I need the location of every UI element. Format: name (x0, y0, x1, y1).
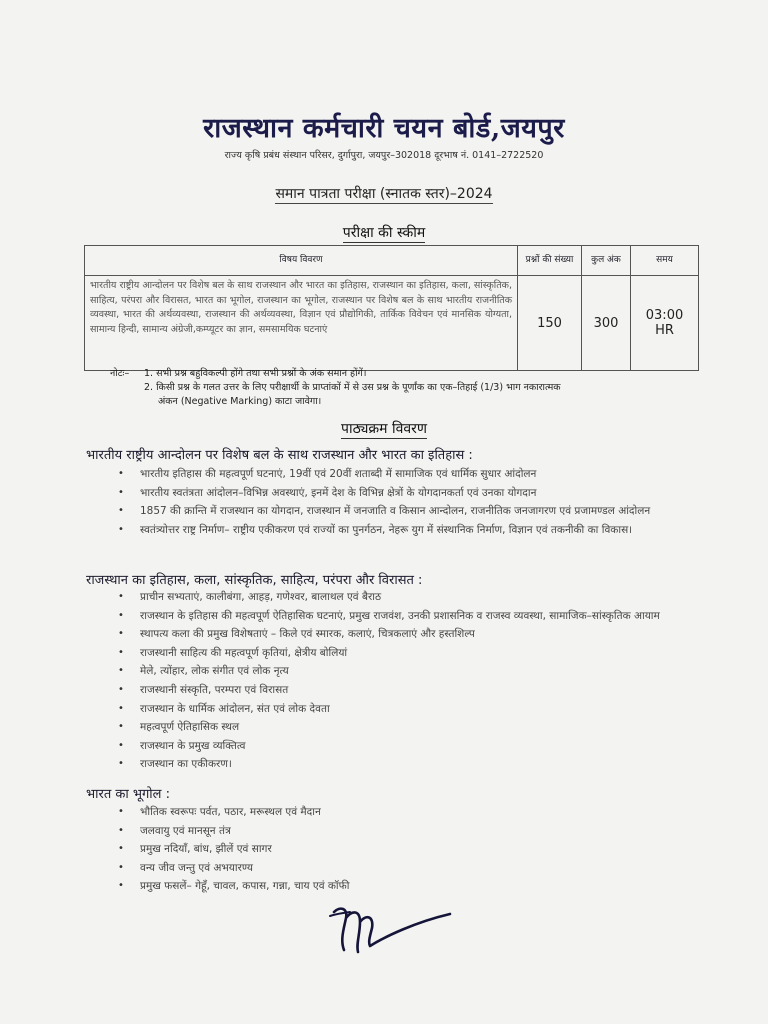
exam-title (0, 183, 768, 203)
bullet-icon: • (118, 468, 124, 479)
bullet-icon: • (118, 758, 124, 770)
note-item (110, 367, 710, 381)
syllabus-heading (0, 418, 768, 438)
list-item: • प्रमुख फसलें– गेहूँ, चावल, कपास, गन्ना, चाय एवं कॉफी (118, 880, 350, 893)
bullet-icon: • (118, 861, 124, 873)
list-item: • वन्य जीव जन्तु एवं अभयारण्य (118, 861, 253, 874)
column-header-subject: विषय विवरण (85, 246, 518, 276)
section-title-history: भारतीय राष्ट्रीय आन्दोलन पर विशेष बल के साथ राजस्थान और भारत का इतिहास : (86, 448, 473, 463)
bullet-icon: • (118, 646, 124, 658)
column-header-questions: प्रश्नों की संख्या (518, 246, 582, 276)
bullet-icon: • (118, 843, 124, 855)
bullet-icon: • (118, 702, 124, 714)
list-item: • मेले, त्योंहार, लोक संगीत एवं लोक नृत्य (118, 665, 289, 678)
bullet-icon: • (118, 806, 124, 817)
document-header (0, 112, 768, 163)
bullet-icon: • (118, 523, 124, 535)
section-title-geography: भारत का भूगोल : (86, 787, 170, 802)
organization-address: राज्य कृषि प्रबंध संस्थान परिसर, दुर्गापुरा, जयपुर–302018 दूरभाष नं. 0141–2722520 (224, 150, 544, 161)
list-item: • महत्वपूर्ण ऐतिहासिक स्थल (118, 721, 240, 734)
topic-list-geography (116, 804, 691, 897)
note-text: अंकन (Negative Marking) काटा जावेगा। (158, 396, 322, 407)
bullet-icon: • (118, 721, 124, 733)
list-item: • भारतीय इतिहास की महत्वपूर्ण घटनाएं, 19वीं एवं 20वीं शताब्दी में सामाजिक एवं धार्मिक सुधार आंदोलन (118, 468, 537, 480)
table-header-row (85, 246, 699, 276)
bullet-icon: • (118, 824, 124, 836)
list-item: • राजस्थान के प्रमुख व्यक्तित्व (118, 739, 246, 752)
note-item (110, 381, 710, 395)
topic-list-history (116, 466, 691, 540)
bullet-icon: • (118, 609, 124, 621)
bullet-icon: • (118, 505, 124, 517)
table-row (85, 276, 699, 371)
notes-label: नोटः– (110, 368, 130, 379)
notes-block (110, 367, 710, 409)
exam-scheme-table (84, 245, 699, 371)
questions-cell: 150 (518, 276, 582, 371)
list-item: • स्वतंत्र्योत्तर राष्ट्र निर्माण– राष्ट्रीय एकीकरण एवं राज्यों का पुनर्गठन, नेहरू युग में संस्थानिक निर्माण, विज्ञान एवं तकनीकी का विकास। (118, 523, 633, 536)
topic-list-rajasthan (116, 589, 691, 775)
bullet-icon: • (118, 628, 124, 640)
bullet-icon: • (118, 683, 124, 695)
list-item: • प्रमुख नदियाँ, बांध, झीलें एवं सागर (118, 843, 272, 856)
list-item: • राजस्थान का एकीकरण। (118, 758, 232, 771)
list-item: • राजस्थान के धार्मिक आंदोलन, संत एवं लोक देवता (118, 702, 330, 715)
list-item: • 1857 की क्रान्ति में राजस्थान का योगदान, राजस्थान में जनजाति व किसान आन्दोलन, राजनीतिक जनजागरण एवं प्रजामण्डल आंदोलन (118, 505, 651, 518)
column-header-marks: कुल अंक (582, 246, 631, 276)
note-text: 2. किसी प्रश्न के गलत उत्तर के लिए परीक्षार्थी के प्राप्तांकों में से उस प्रश्न के पूर्णांक का एक–तिहाई (1/3) भाग नकारात्मक (144, 382, 561, 393)
bullet-icon: • (118, 665, 124, 677)
bullet-icon: • (118, 591, 124, 602)
bullet-icon: • (118, 486, 124, 498)
marks-cell: 300 (582, 276, 631, 371)
list-item: • राजस्थानी संस्कृति, परम्परा एवं विरासत (118, 683, 289, 696)
bullet-icon: • (118, 739, 124, 751)
scheme-heading-text: परीक्षा की स्कीम (342, 225, 426, 241)
list-item: • स्थापत्य कला की प्रमुख विशेषताएं – किले एवं स्मारक, कलाएं, चित्रकलाएं और हस्तशिल्प (118, 628, 475, 641)
syllabus-heading-text: पाठ्यक्रम विवरण (341, 421, 427, 437)
signature-icon (326, 900, 456, 960)
time-cell: 03:00 HR (631, 276, 699, 371)
organization-title: राजस्थान कर्मचारी चयन बोर्ड,जयपुर (203, 113, 565, 144)
column-header-time: समय (631, 246, 699, 276)
list-item: • राजस्थान के इतिहास की महत्वपूर्ण ऐतिहासिक घटनाएं, प्रमुख राजवंश, उनकी प्रशासनिक व राजस्व व्यवस्था, सामाजिक–सांस्कृतिक आयाम (118, 609, 660, 622)
list-item: • राजस्थानी साहित्य की महत्वपूर्ण कृतियां, क्षेत्रीय बोलियां (118, 646, 348, 659)
list-item: • जलवायु एवं मानसून तंत्र (118, 824, 231, 837)
note-item (110, 395, 710, 409)
list-item: • भौतिक स्वरूपः पर्वत, पठार, मरूस्थल एवं मैदान (118, 806, 321, 818)
note-text: 1. सभी प्रश्न बहुविकल्पी होंगे तथा सभी प्रश्नों के अंक समान होंगें। (144, 368, 367, 379)
section-title-rajasthan: राजस्थान का इतिहास, कला, सांस्कृतिक, साहित्य, परंपरा और विरासत : (86, 573, 423, 588)
list-item: • भारतीय स्वतंत्रता आंदोलन–विभिन्न अवस्थाएं, इनमें देश के विभिन्न क्षेत्रों के योगदानकर्ता एवं उनका योगदान (118, 486, 537, 499)
subjects-cell: भारतीय राष्ट्रीय आन्दोलन पर विशेष बल के साथ राजस्थान और भारत का इतिहास, राजस्थान का इतिहास, कला, सांस्कृतिक, साहित्य, परंपरा और विरासत, भारत का भूगोल, राजस्थान का भूगोल, राजस्थान पर विशेष बल के साथ भारतीय राजनीतिक व्यवस्था, भारत की अर्थव्यवस्था, राजस्थान की अर्थव्यवस्था, विज्ञान एवं प्रौद्योगिकी, तार्किक विवेचन एवं मानसिक योग्यता, सामान्य हिन्दी, सामान्य अंग्रेजी,कम्प्यूटर का ज्ञान, समसामयिक घटनाएं (85, 276, 518, 371)
list-item: • प्राचीन सभ्यताएं, कालीबंगा, आहड़, गणेश्वर, बालाथल एवं बैराठ (118, 591, 382, 603)
exam-title-text: समान पात्रता परीक्षा (स्नातक स्तर)–2024 (275, 186, 493, 202)
scheme-heading (0, 222, 768, 242)
bullet-icon: • (118, 880, 124, 892)
